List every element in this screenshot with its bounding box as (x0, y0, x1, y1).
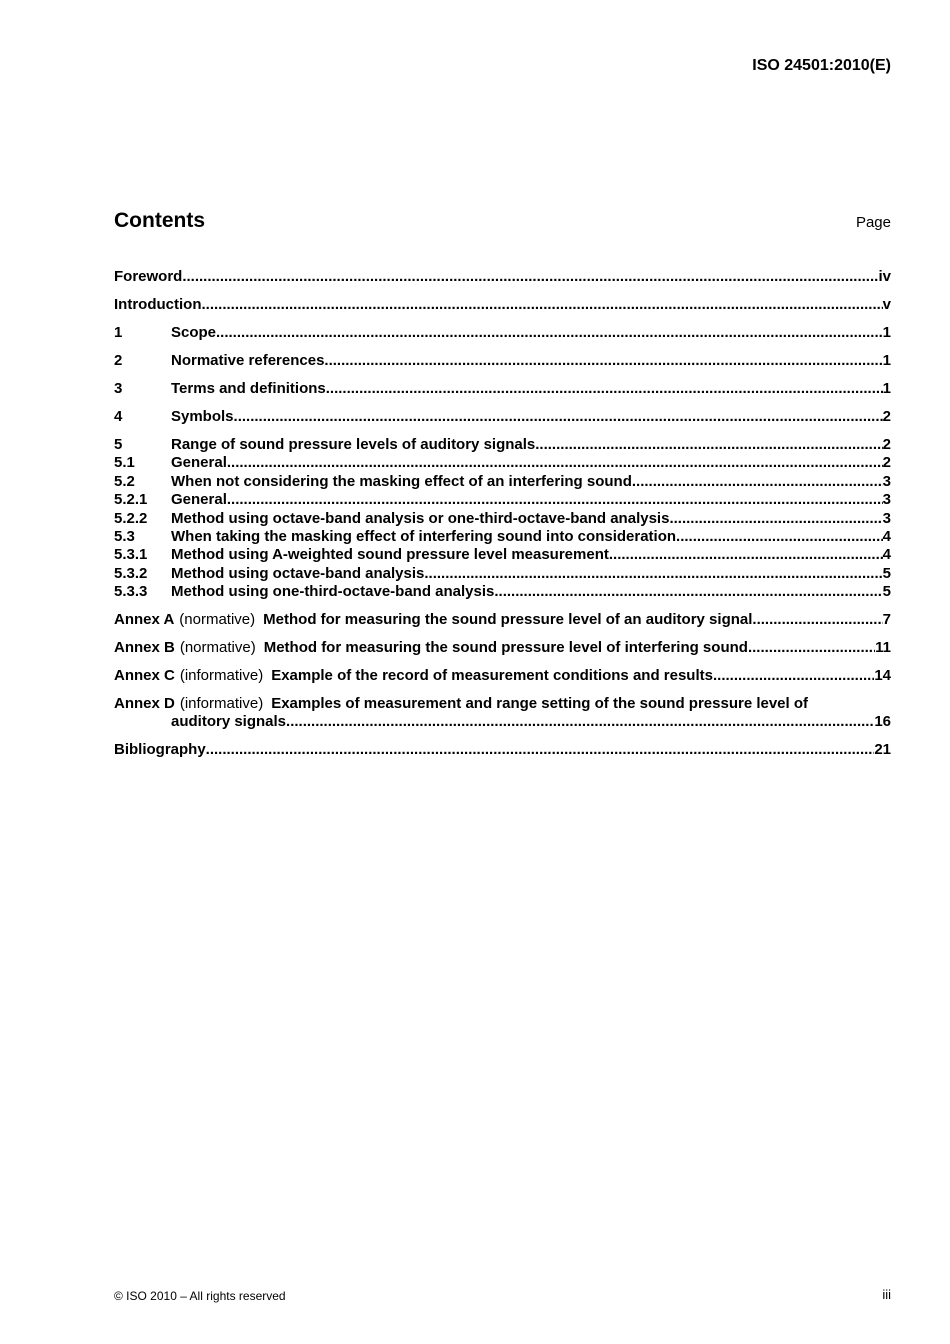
toc-entry-number: 5.2.2 (114, 509, 148, 527)
toc-entry-title: Symbols (171, 408, 234, 425)
toc-entry-title: Scope (171, 324, 217, 341)
toc-entry-annex-b[interactable] (114, 639, 891, 657)
document-id: ISO 24501:2010(E) (752, 57, 891, 74)
dot-leader (182, 268, 878, 286)
toc-entry-page: 5 (882, 564, 891, 582)
toc-entry-number: 5.3 (114, 527, 135, 545)
toc-entry-number: 2 (114, 352, 123, 369)
toc-entry-page: 4 (882, 546, 891, 564)
toc-entry-5-2-1[interactable] (114, 491, 891, 509)
toc-entry-1[interactable] (114, 324, 891, 342)
toc-entry-page: 2 (882, 454, 891, 472)
dot-leader (216, 324, 883, 342)
toc-entry-number: 5.3.3 (114, 583, 148, 601)
toc-entry-page: 3 (882, 491, 891, 509)
dot-leader (494, 583, 882, 601)
toc-entry-title-continued: auditory signals (171, 713, 287, 731)
toc-entry-bibliography[interactable] (114, 741, 891, 759)
toc-entry-annex-d-continued[interactable] (114, 713, 891, 731)
dot-leader (632, 473, 883, 491)
dot-leader (424, 565, 882, 583)
toc-entry-title: When not considering the masking effect of an interfering sound (171, 472, 632, 490)
dot-leader (669, 510, 882, 528)
toc-entry-title: General (171, 491, 227, 509)
toc-entry-title: Terms and definitions (171, 380, 326, 397)
dot-leader (535, 436, 882, 454)
annex-type: (normative) (179, 611, 256, 629)
dot-leader (609, 546, 883, 564)
toc-entry-page: iv (878, 268, 891, 285)
dot-leader (206, 741, 875, 759)
toc-entry-3[interactable] (114, 380, 891, 398)
toc-entry-number: 5.3.2 (114, 564, 148, 582)
toc-entry-5-3-1[interactable] (114, 546, 891, 564)
toc-entry-introduction[interactable] (114, 296, 891, 314)
toc-entry-page: 1 (882, 380, 891, 397)
annex-type: (normative) (179, 639, 256, 657)
dot-leader (286, 713, 874, 731)
toc-entry-5-3-2[interactable] (114, 565, 891, 583)
toc-entry-number: 5.1 (114, 454, 135, 472)
toc-entry-number: 5 (114, 436, 123, 453)
annex-type: (informative) (179, 695, 264, 713)
toc-entry-number: 5.3.1 (114, 546, 148, 564)
toc-entry-number: 3 (114, 380, 123, 397)
toc-header (114, 209, 891, 233)
toc-entry-5-3-3[interactable] (114, 583, 891, 601)
toc-entry-title: Normative references (171, 352, 325, 369)
annex-label: Annex D (114, 695, 175, 713)
toc-entry-5-3[interactable] (114, 528, 891, 546)
toc-entry-number: 5.2.1 (114, 491, 148, 509)
toc-entry-title: Foreword (114, 268, 183, 285)
toc-entry-page: 14 (874, 667, 891, 685)
toc-entry-page: 2 (882, 408, 891, 425)
footer-copyright: © ISO 2010 – All rights reserved (114, 1289, 286, 1303)
toc-entry-page: 1 (882, 352, 891, 369)
toc-entry-page: 4 (882, 527, 891, 545)
toc-entry-title: When taking the masking effect of interfering sound into consideration (171, 527, 677, 545)
toc-entry-page: 1 (882, 324, 891, 341)
toc-entry-page: 3 (882, 509, 891, 527)
table-of-contents (114, 268, 891, 759)
toc-entry-5-2[interactable] (114, 473, 891, 491)
toc-entry-page: 16 (874, 713, 891, 731)
toc-entry-number: 5.2 (114, 472, 135, 490)
toc-entry-5-1[interactable] (114, 454, 891, 472)
toc-entry-title: General (171, 454, 227, 472)
toc-entry-title: Examples of measurement and range setting of the sound pressure level of (271, 695, 809, 713)
toc-entry-title: Method using octave-band analysis (171, 564, 425, 582)
dot-leader (234, 408, 883, 426)
toc-entry-title: Method using A-weighted sound pressure level measurement (171, 546, 609, 564)
toc-entry-page: 2 (882, 436, 891, 453)
dot-leader (324, 352, 882, 370)
toc-entry-annex-a[interactable] (114, 611, 891, 629)
annex-type: (informative) (179, 667, 264, 685)
annex-label: Annex C (114, 667, 175, 685)
toc-entry-page: 5 (882, 583, 891, 601)
toc-entry-annex-c[interactable] (114, 667, 891, 685)
toc-entry-page: 3 (882, 472, 891, 490)
toc-entry-5[interactable] (114, 436, 891, 454)
toc-entry-title: Example of the record of measurement conditions and results (271, 667, 713, 685)
dot-leader (326, 380, 883, 398)
toc-entry-title: Method for measuring the sound pressure level of an auditory signal (263, 611, 753, 629)
toc-entry-title: Method for measuring the sound pressure level of interfering sound (263, 639, 748, 657)
annex-label: Annex B (114, 639, 175, 657)
toc-entry-number: 4 (114, 408, 123, 425)
page-column-label: Page (855, 214, 891, 231)
dot-leader (713, 667, 874, 685)
toc-entry-annex-d[interactable] (114, 695, 891, 713)
toc-entry-title: Range of sound pressure levels of auditory signals (171, 436, 536, 453)
dot-leader (201, 296, 882, 314)
toc-entry-title: Bibliography (114, 741, 206, 759)
toc-entry-title: Method using one-third-octave-band analysis (171, 583, 495, 601)
footer-page-number: iii (882, 1287, 891, 1302)
toc-entry-foreword[interactable] (114, 268, 891, 286)
toc-entry-5-2-2[interactable] (114, 510, 891, 528)
toc-entry-page: 11 (875, 639, 891, 657)
toc-entry-2[interactable] (114, 352, 891, 370)
annex-label: Annex A (114, 611, 175, 629)
dot-leader (227, 491, 883, 509)
toc-entry-page: 7 (882, 611, 891, 629)
toc-entry-page: v (882, 296, 891, 313)
toc-entry-4[interactable] (114, 408, 891, 426)
toc-title: Contents (114, 209, 205, 232)
dot-leader (676, 528, 883, 546)
dot-leader (752, 611, 882, 629)
toc-entry-page: 21 (874, 741, 891, 759)
dot-leader (748, 639, 875, 657)
dot-leader (227, 454, 883, 472)
toc-entry-number: 1 (114, 324, 123, 341)
toc-entry-title: Introduction (114, 296, 202, 313)
toc-entry-title: Method using octave-band analysis or one-third-octave-band analysis (171, 509, 670, 527)
